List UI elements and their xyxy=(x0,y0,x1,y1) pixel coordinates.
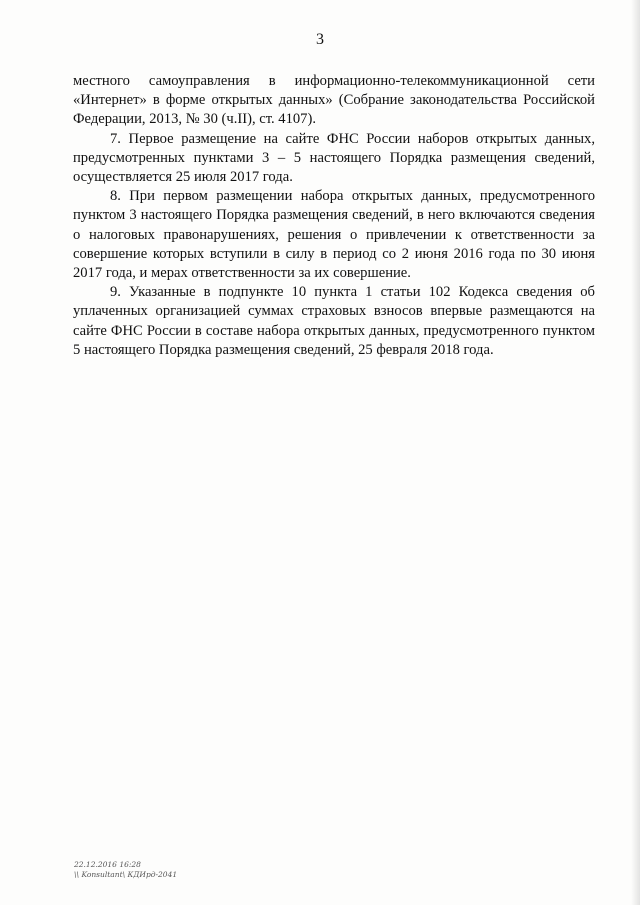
document-body xyxy=(73,72,595,360)
document-footer-stamp xyxy=(74,860,177,880)
footer-date-line: 22.12.2016 16:28 xyxy=(74,860,141,869)
paragraph-item-8: 8. При первом размещении набора открытых данных, предусмотренного пунктом 3 настоящего Порядка размещения сведений, в него включаются сведения о налоговых правонарушениях, решения о привлечении к ответственности за совершение которых вступили в силу в период со 2 июня 2016 года по 30 июня 2017 года, и мерах ответственности за их совершение. xyxy=(73,188,595,282)
footer-doc-line: \\ Konsultant\ КДИрд-2041 xyxy=(74,870,178,879)
paragraph-item-7: 7. Первое размещение на сайте ФНС России наборов открытых данных, предусмотренных пунктами 3 – 5 настоящего Порядка размещения сведений, осуществляется 25 июля 2017 года. xyxy=(73,130,595,186)
page-number: 3 xyxy=(316,31,324,48)
paragraph-item-9: 9. Указанные в подпункте 10 пункта 1 статьи 102 Кодекса сведения об уплаченных организацией суммах страховых взносов впервые размещаются на сайте ФНС России в составе набора открытых данных, предусмотренного пунктом 5 настоящего Порядка размещения сведений, 25 февраля 2018 года. xyxy=(73,284,595,358)
paragraph-continuation: местного самоуправления в информационно-телекоммуникационной сети «Интернет» в форме открытых данных» (Собрание законодательства Российской Федерации, 2013, № 30 (ч.II), ст. 4107). xyxy=(73,73,595,128)
scan-edge-shadow xyxy=(631,0,640,905)
